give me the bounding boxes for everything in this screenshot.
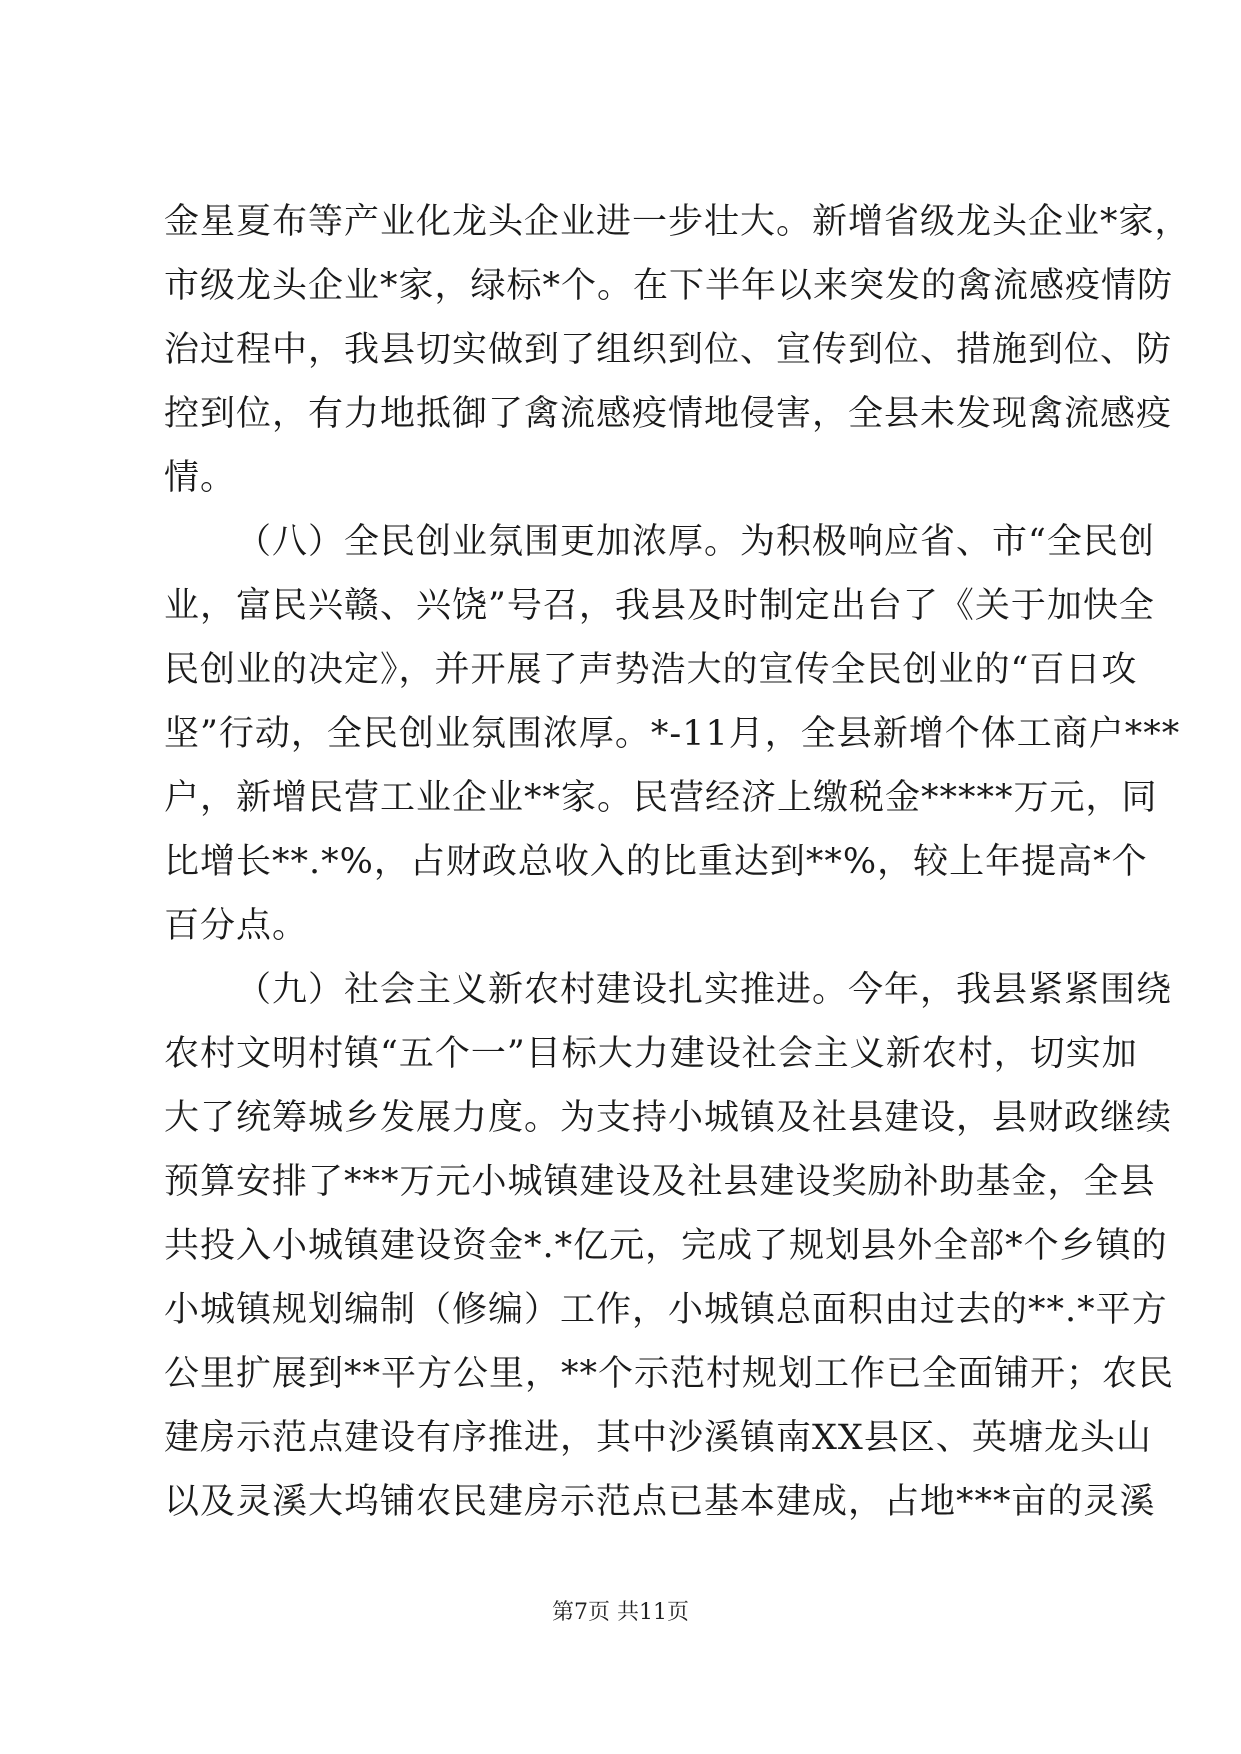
text-line: 共投入小城镇建设资金*.*亿元，完成了规划县外全部*个乡镇的	[164, 1226, 1168, 1266]
text-line: 市级龙头企业*家，绿标*个。在下半年以来突发的禽流感疫情防	[164, 266, 1174, 306]
text-line: 业，富民兴赣、兴饶”号召，我县及时制定出台了《关于加快全	[164, 586, 1155, 626]
text-line: 公里扩展到**平方公里，**个示范村规划工作已全面铺开；农民	[164, 1354, 1175, 1394]
text-line: 大了统筹城乡发展力度。为支持小城镇及社县建设，县财政继续	[164, 1098, 1173, 1138]
text-line: 预算安排了***万元小城镇建设及社县建设奖励补助基金，全县	[164, 1162, 1156, 1202]
text-line: 民创业的决定》，并开展了声势浩大的宣传全民创业的“百日攻	[164, 650, 1138, 690]
text-line: 坚”行动，全民创业氛围浓厚。*-11月，全县新增个体工商户***	[164, 714, 1181, 754]
text-line: 控到位，有力地抵御了禽流感疫情地侵害，全县未发现禽流感疫	[164, 394, 1173, 434]
text-line: 户，新增民营工业企业**家。民营经济上缴税金*****万元，同	[164, 778, 1158, 818]
page-footer: 第7页 共11页	[552, 1600, 689, 1625]
text-line: 小城镇规划编制（修编）工作，小城镇总面积由过去的**.*平方	[164, 1290, 1168, 1330]
text-line: 金星夏布等产业化龙头企业进一步壮大。新增省级龙头企业*家，	[164, 202, 1191, 242]
text-line: 以及灵溪大坞铺农民建房示范点已基本建成，占地***亩的灵溪	[164, 1482, 1156, 1522]
text-line: 百分点。	[164, 906, 309, 946]
text-line: 建房示范点建设有序推进，其中沙溪镇南XX县区、英塘龙头山	[164, 1418, 1152, 1458]
paragraph-heading-line: （八）全民创业氛围更加浓厚。为积极响应省、市“全民创	[236, 522, 1155, 562]
text-line: 情。	[164, 458, 237, 498]
paragraph-heading-line: （九）社会主义新农村建设扎实推进。今年，我县紧紧围绕	[236, 970, 1173, 1010]
text-line: 农村文明村镇“五个一”目标大力建设社会主义新农村，切实加	[164, 1034, 1138, 1074]
text-line: 比增长**.*%，占财政总收入的比重达到**%，较上年提高*个	[164, 842, 1148, 882]
text-line: 治过程中，我县切实做到了组织到位、宣传到位、措施到位、防	[164, 330, 1173, 370]
